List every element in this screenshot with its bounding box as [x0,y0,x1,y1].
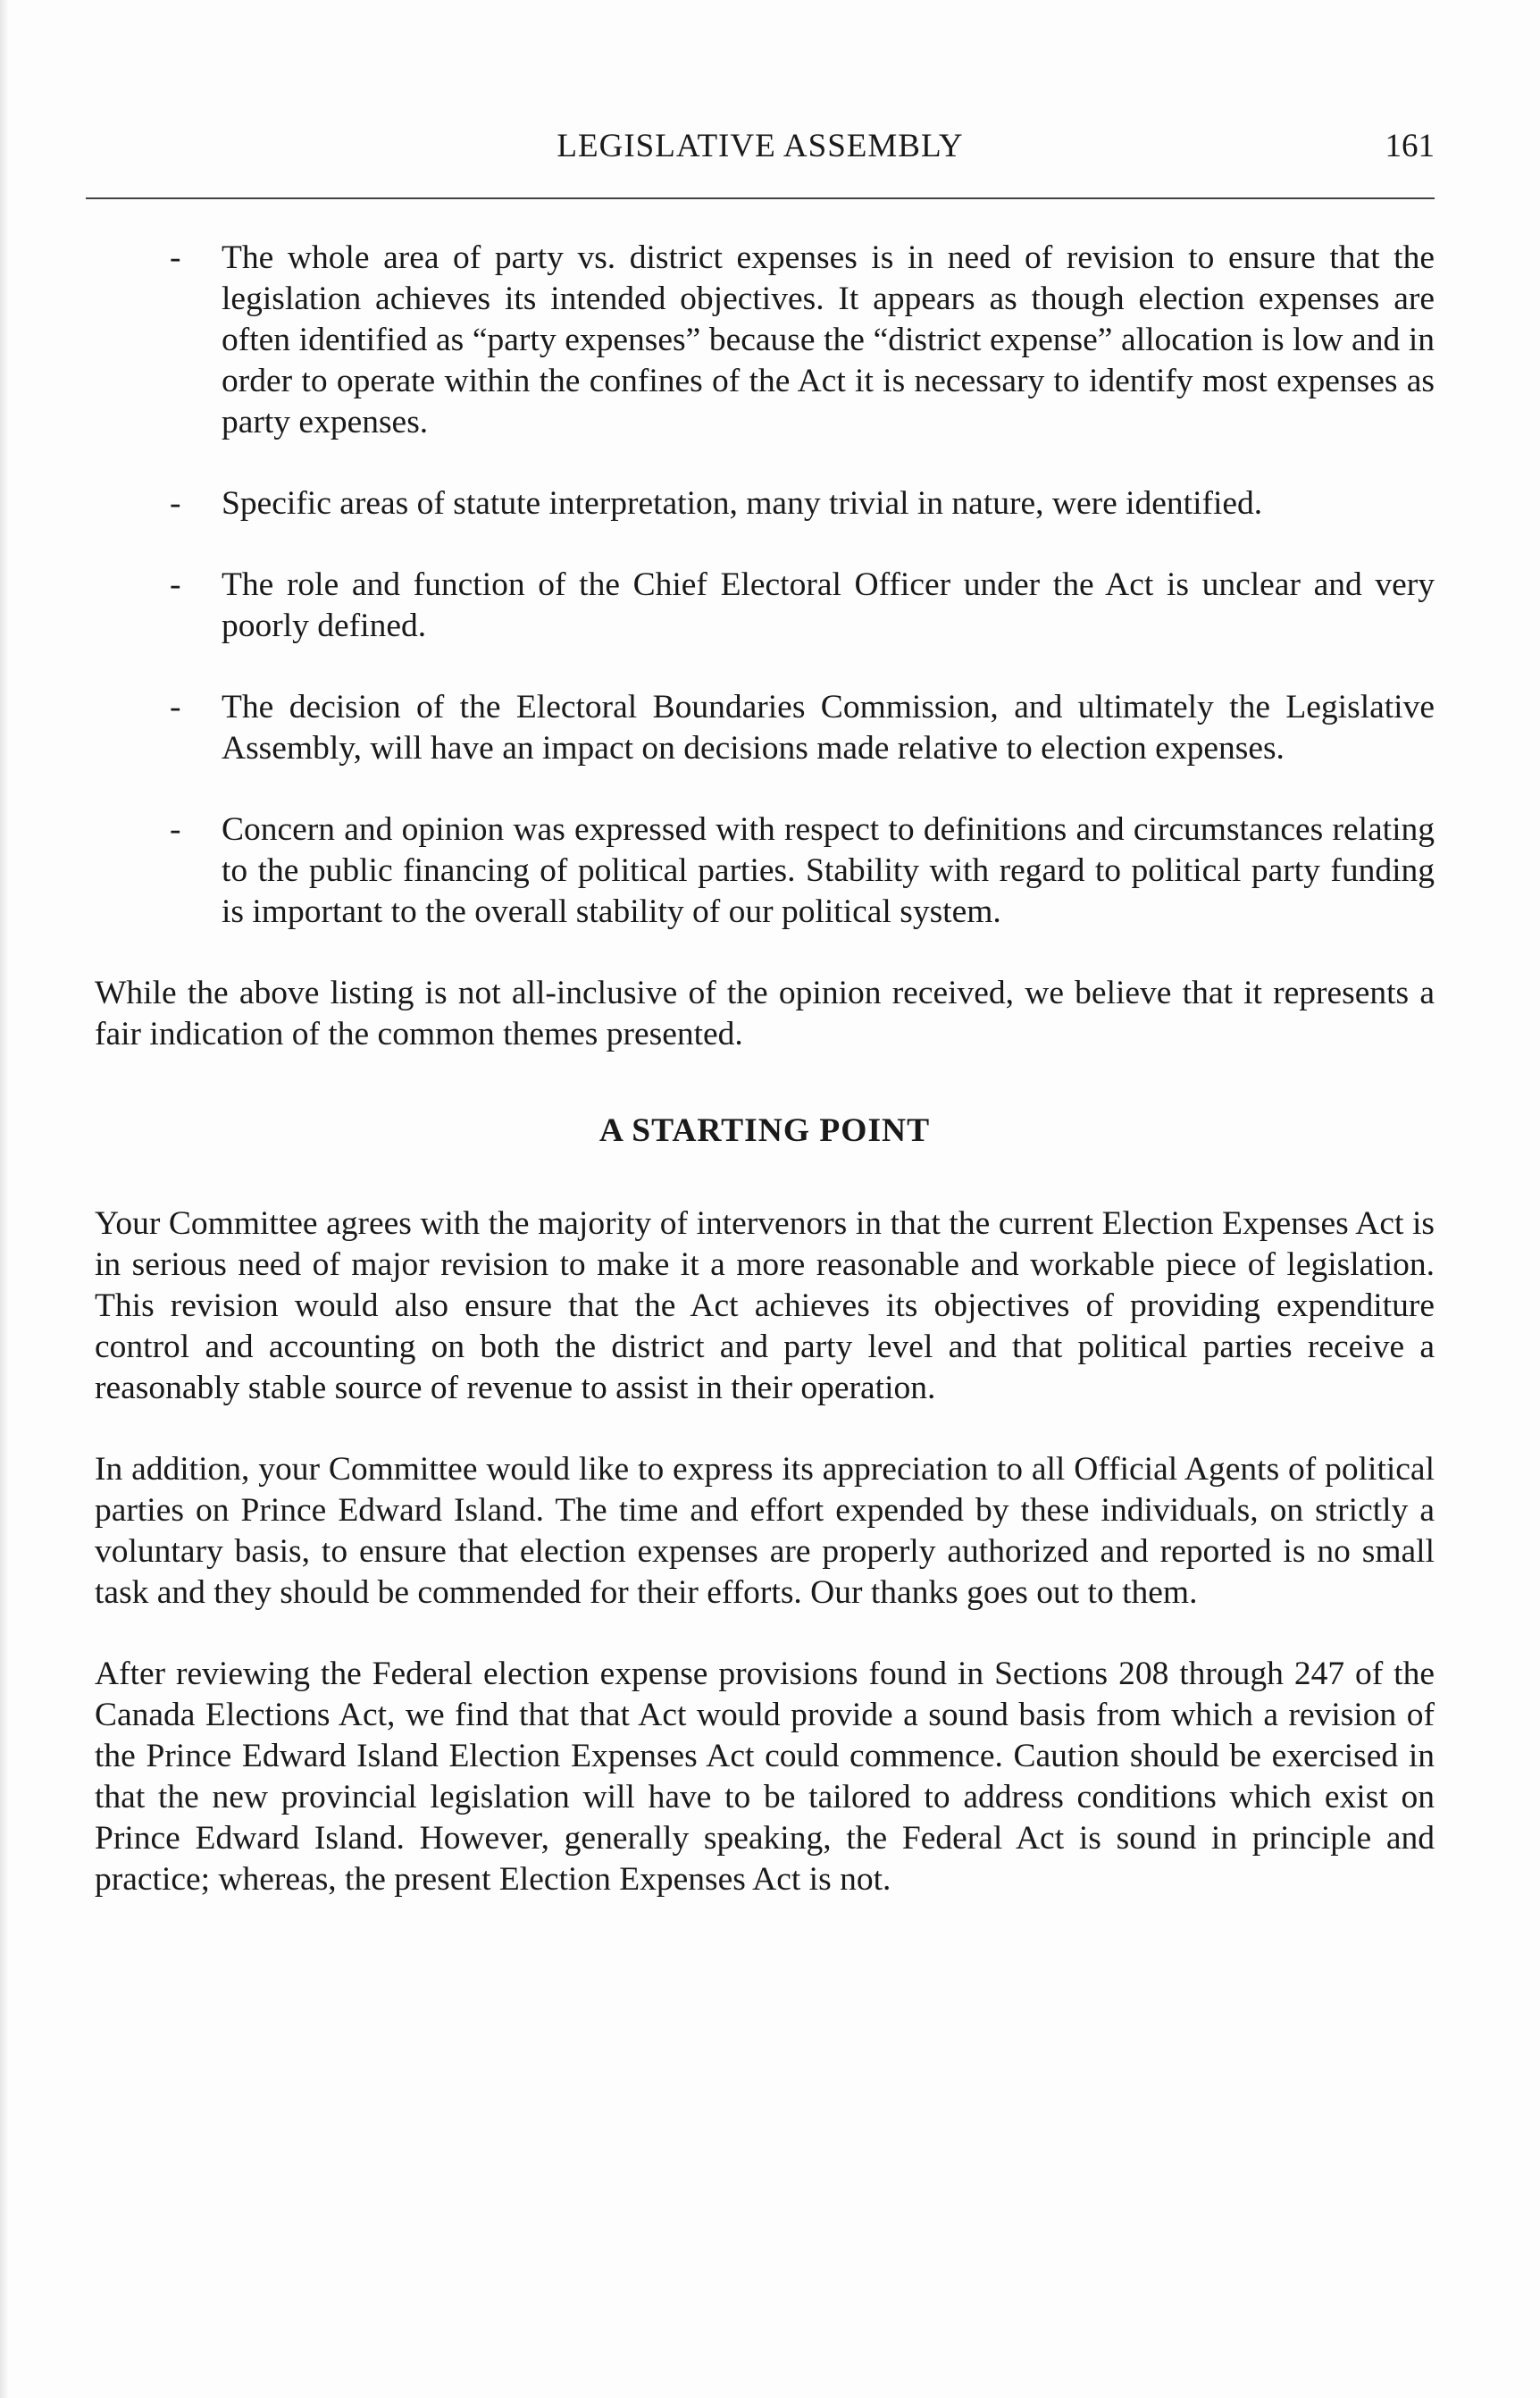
bullet-item [95,238,1435,443]
bullet-item [95,809,1435,933]
bullet-text: Concern and opinion was expressed with respect to definitions and circumstances relating to the public financing of political parties. Stability with regard to political party funding is important to the overall stability of our political system. [222,811,1435,930]
bullet-item [95,483,1435,524]
bullet-item [95,565,1435,647]
bullet-dash: - [170,566,181,603]
section-paragraph: Your Committee agrees with the majority of intervenors in that the current Election Expenses Act is in serious need of major revision to make it a more reasonable and workable piece of legislation. This revision would also ensure that the Act achieves its objectives of providing expenditure control and accounting on both the district and party level and that political parties receive a reasonably stable source of revenue to assist in their operation. [95,1205,1435,1406]
bullet-dash: - [170,811,181,848]
bullet-text: The decision of the Electoral Boundaries Commission, and ultimately the Legislative Assembly, will have an impact on decisions made relative to election expenses. [222,689,1435,767]
running-header [86,127,1435,180]
bullet-dash: - [170,689,181,725]
bullet-text: The role and function of the Chief Electoral Officer under the Act is unclear and very poorly defined. [222,566,1435,644]
bullet-dash: - [170,485,181,522]
summary-paragraph: While the above listing is not all-inclusive of the opinion received, we believe that it represents a fair indication of the common themes presented. [95,975,1435,1052]
section-paragraph: After reviewing the Federal election expense provisions found in Sections 208 through 247 of the Canada Elections Act, we find that that Act would provide a sound basis from which a revision of the Prince Edward Island Election Expenses Act could commence. Caution should be exercised in that the new provincial legislation will have to be tailored to address conditions which exist on Prince Edward Island. However, generally speaking, the Federal Act is sound in principle and practice; whereas, the present Election Expenses Act is not. [95,1656,1435,1898]
bullet-item [95,687,1435,769]
header-rule [86,197,1435,199]
bullet-text: Specific areas of statute interpretation, many trivial in nature, were identified. [222,485,1263,522]
header-title: LEGISLATIVE ASSEMBLY [557,128,964,164]
section-heading: A STARTING POINT [598,1112,931,1149]
bullet-dash: - [170,239,181,276]
section-paragraph: In addition, your Committee would like to express its appreciation to all Official Agents of political parties on Prince Edward Island. The time and effort expended by these individuals, on strictly a voluntary basis, to ensure that election expenses are properly authorized and reported is no small task and they should be commended for their efforts. Our thanks goes out to them. [95,1451,1435,1611]
page-edge-shadow [0,0,9,2398]
page-number: 161 [1385,128,1435,164]
body-text [95,238,1435,1941]
bullet-text: The whole area of party vs. district expenses is in need of revision to ensure that the legislation achieves its intended objectives. It appears as though election expenses are often identified as “party expenses” because the “district expense” allocation is low and in order to operate within the confines of the Act it is necessary to identify most expenses as party expenses. [222,239,1435,440]
